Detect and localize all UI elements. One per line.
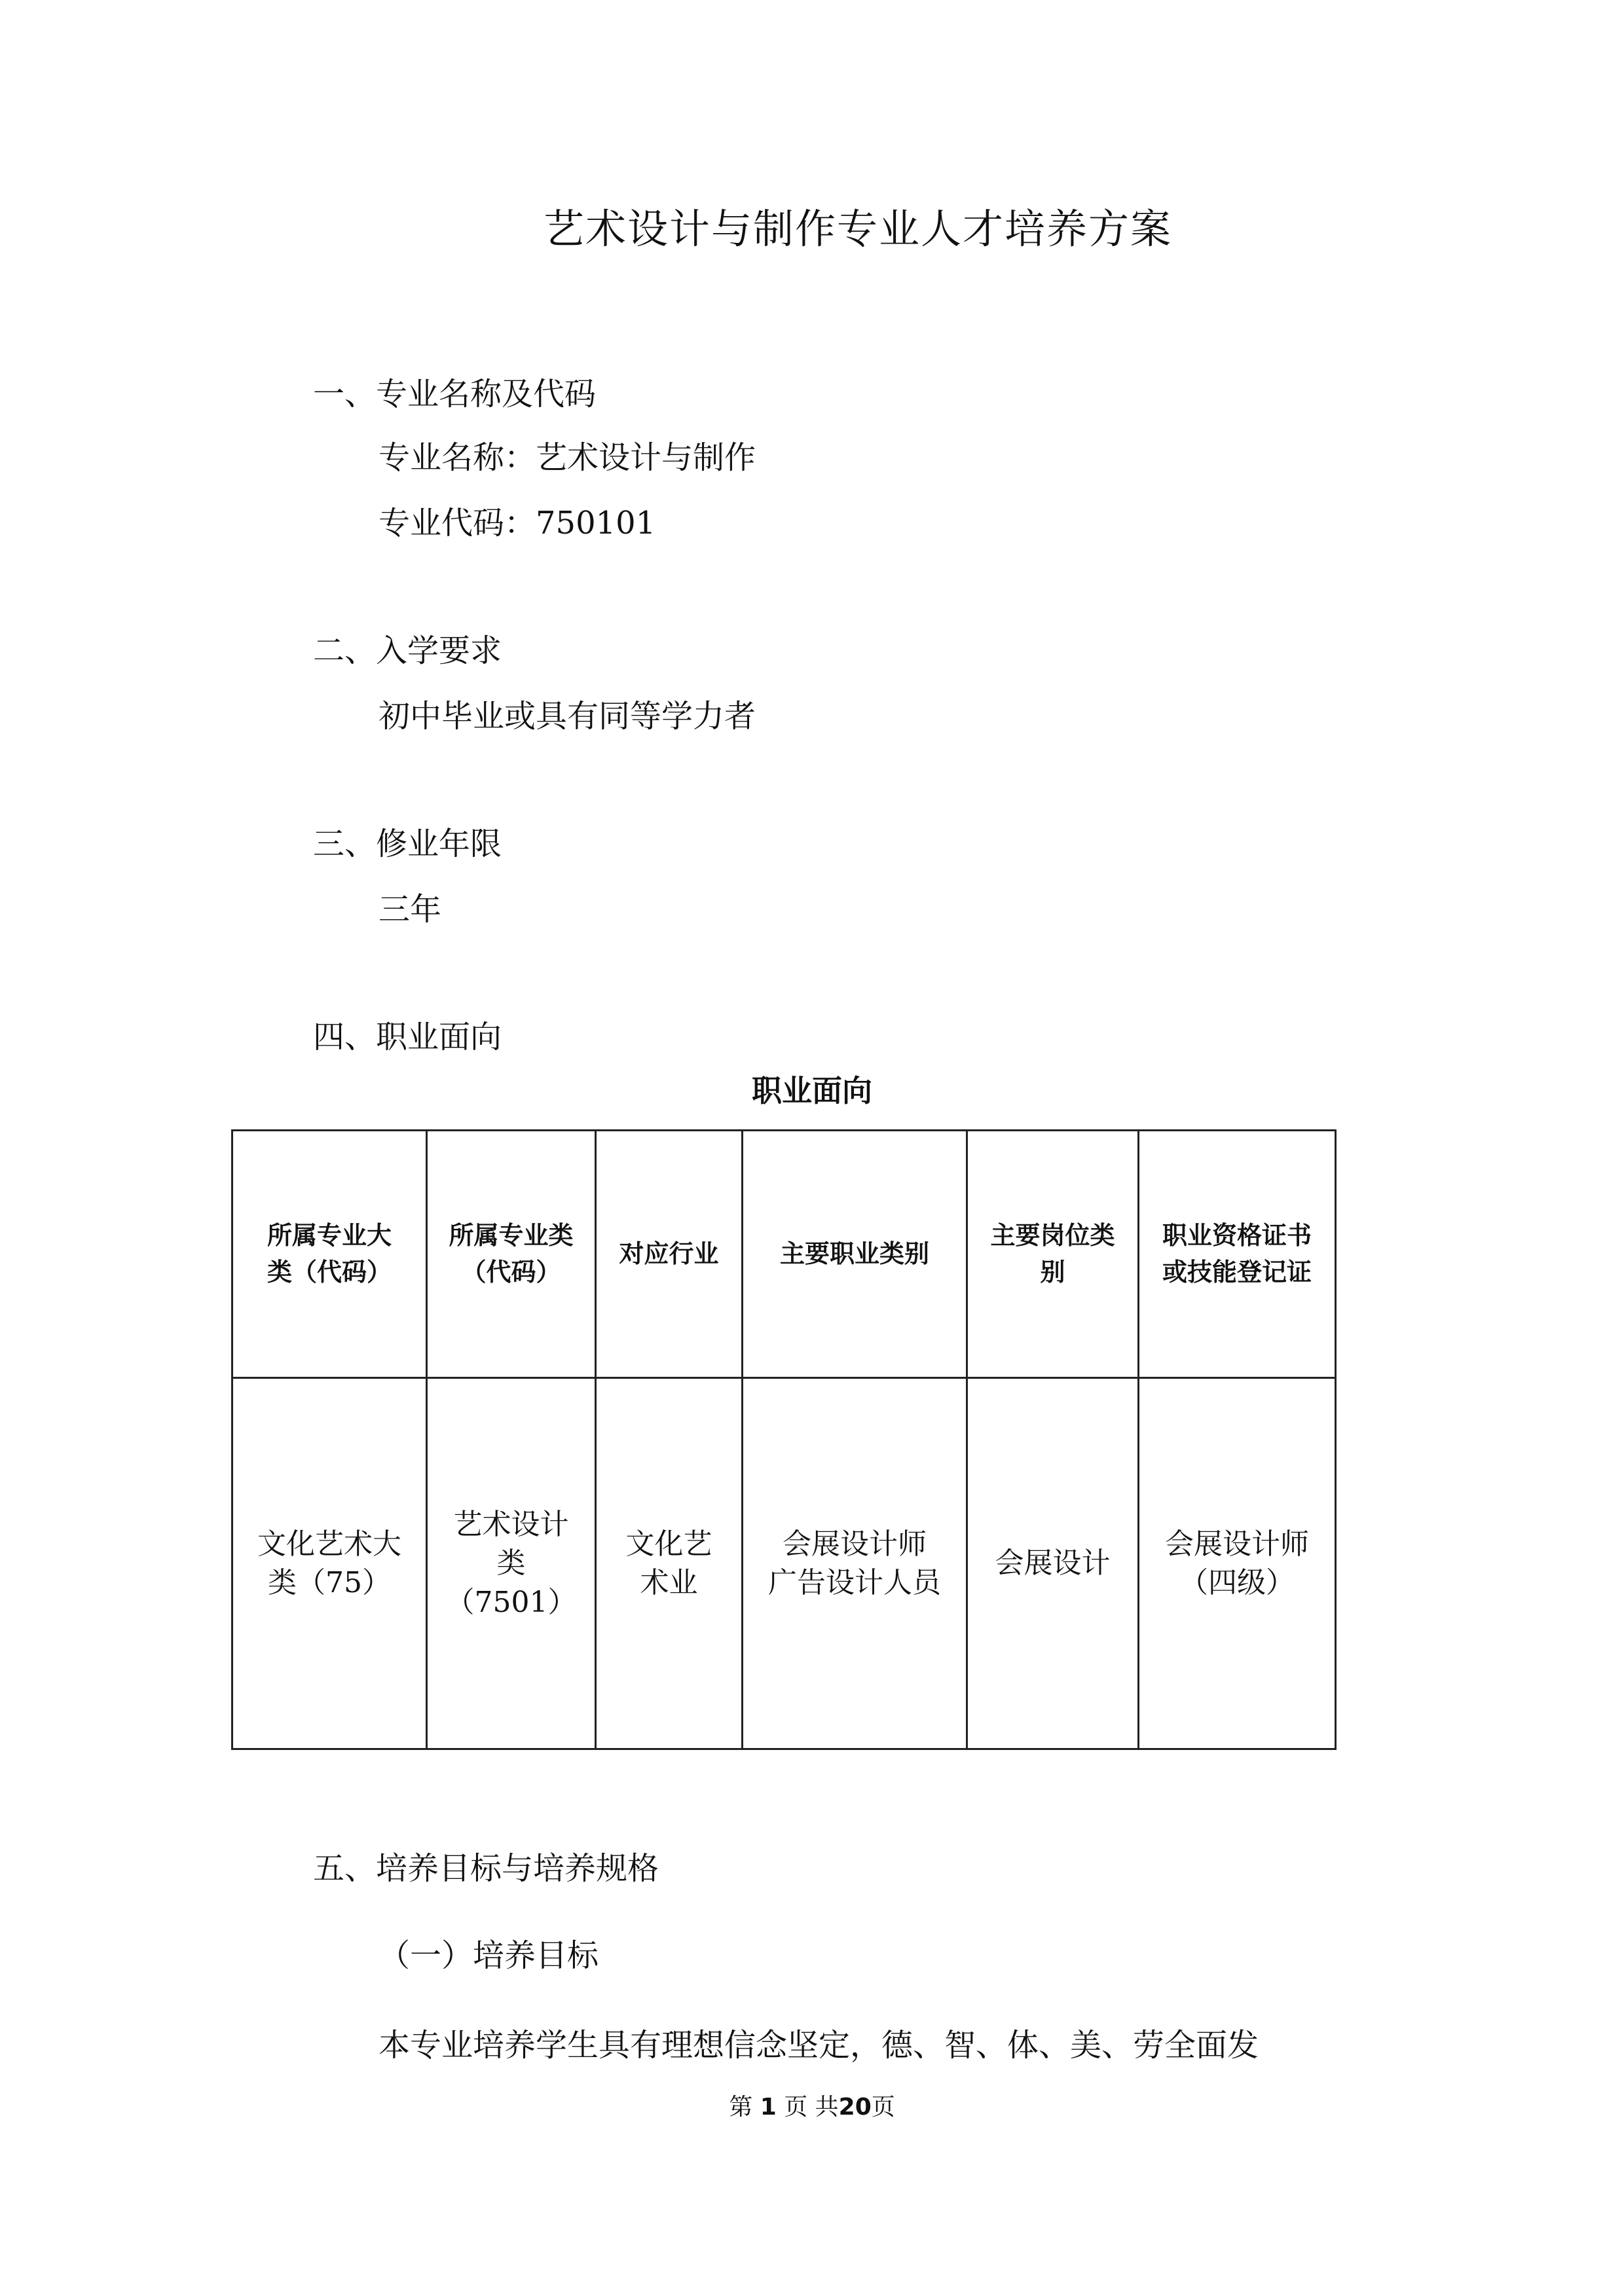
header-cell-major-class: 所属专业类 （代码） [427, 1131, 596, 1378]
footer-total-pages: 20 [838, 2094, 872, 2121]
study-duration: 三年 [378, 891, 442, 928]
table-row [232, 1378, 1336, 1749]
admission-requirement: 初中毕业或具有同等学力者 [378, 698, 756, 735]
header-cell-certificate: 职业资格证书 或技能登记证 [1139, 1131, 1336, 1378]
header-cell-occupation-category: 主要职业类别 [743, 1131, 967, 1378]
section-1-heading: 一、专业名称及代码 [313, 376, 597, 412]
section-5-heading: 五、培养目标与培养规格 [313, 1850, 659, 1887]
major-code-line: 专业代码：750101 [378, 505, 656, 541]
cell-industry: 文化艺 术业 [596, 1378, 743, 1749]
footer-page-number: 1 [760, 2094, 777, 2121]
footer-middle: 页 共 [784, 2094, 839, 2121]
major-name-line: 专业名称：艺术设计与制作 [378, 439, 756, 476]
cell-major-category: 文化艺术大 类（75） [232, 1378, 427, 1749]
document-title: 艺术设计与制作专业人才培养方案 [543, 205, 1172, 253]
footer-prefix: 第 [729, 2094, 753, 2121]
footer-suffix: 页 [871, 2094, 895, 2121]
cell-occupation-category: 会展设计师 广告设计人员 [743, 1378, 967, 1749]
header-cell-major-category: 所属专业大 类（代码） [232, 1131, 427, 1378]
cell-position-category: 会展设计 [967, 1378, 1139, 1749]
table-caption: 职业面向 [752, 1073, 872, 1108]
training-goal-text: 本专业培养学生具有理想信念坚定，德、智、体、美、劳全面发 [378, 2027, 1259, 2064]
table-header-row [232, 1131, 1336, 1378]
section-2-heading: 二、入学要求 [313, 632, 502, 669]
section-5-subheading: （一）培养目标 [378, 1937, 599, 1974]
occupation-table [231, 1129, 1337, 1750]
section-4-heading: 四、职业面向 [313, 1019, 502, 1055]
cell-major-class: 艺术设计 类 （7501） [427, 1378, 596, 1749]
header-cell-position-category: 主要岗位类 别 [967, 1131, 1139, 1378]
header-cell-industry: 对应行业 [596, 1131, 743, 1378]
cell-certificate: 会展设计师 （四级） [1139, 1378, 1336, 1749]
page-footer [0, 2088, 1624, 2122]
section-3-heading: 三、修业年限 [313, 826, 502, 862]
